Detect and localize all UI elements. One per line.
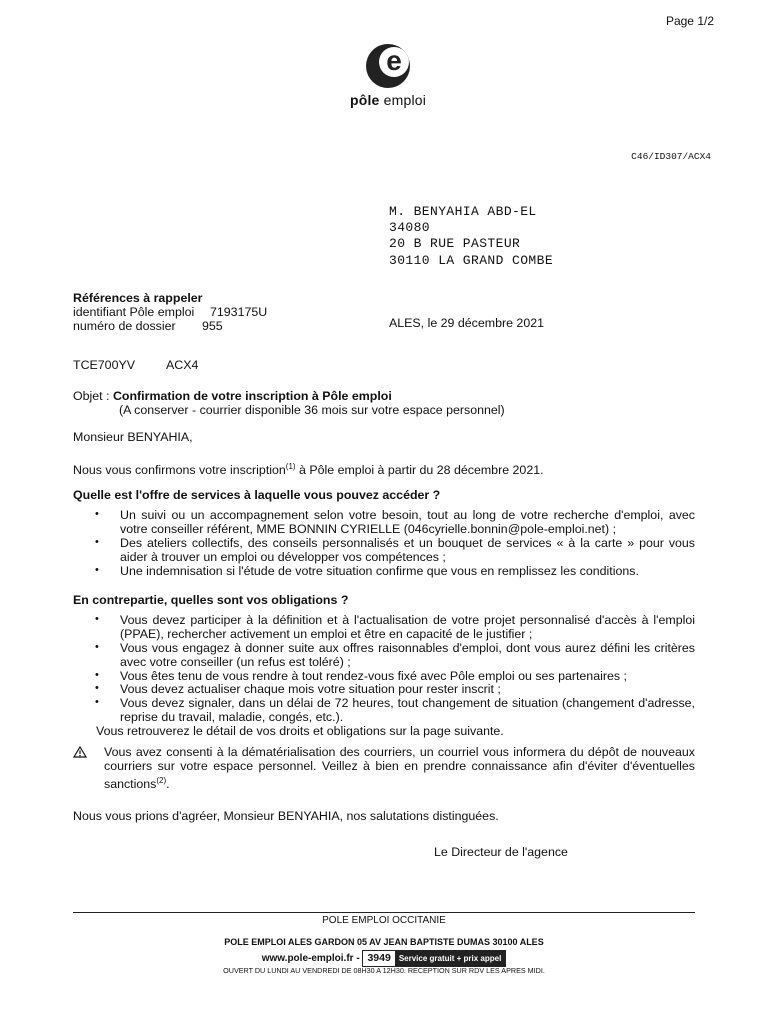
closing-line: Nous vous prions d'agréer, Monsieur BENYAHIA, nos salutations distinguées. bbox=[73, 809, 499, 823]
list-item: • Une indemnisation si l'étude de votre situation confirme que vous en remplissez les conditions. bbox=[73, 565, 695, 579]
phone-number: 3949 bbox=[367, 952, 391, 964]
confirmation-line: Nous vous confirmons votre inscription$^{(1)}$ à Pôle emploi à partir du 28 décembre 2021. bbox=[73, 462, 544, 478]
phone-note: Service gratuit + prix appel bbox=[395, 951, 505, 966]
website-link[interactable]: www.pole-emploi.fr - bbox=[261, 953, 360, 965]
obligations-section bbox=[73, 594, 695, 739]
footer-contact bbox=[73, 950, 695, 967]
obligations-heading: En contrepartie, quelles sont vos obligations ? bbox=[73, 593, 349, 607]
reference-code: C46/ID307/ACX4 bbox=[631, 151, 711, 162]
subject-subtitle: (A conserver - courrier disponible 36 mois sur votre espace personnel) bbox=[119, 403, 505, 417]
address-line: 30110 LA GRAND COMBE bbox=[389, 252, 554, 268]
footer-divider bbox=[73, 912, 695, 913]
salutation: Monsieur BENYAHIA, bbox=[73, 430, 193, 444]
list-item: • Vous vous engagez à donner suite aux offres raisonnables d'emploi, dont vous aurez défini les critères avec votre conseiller (un refus est toléré) ; bbox=[73, 642, 695, 670]
address-line: M. BENYAHIA ABD-EL bbox=[389, 204, 537, 219]
services-heading: Quelle est l'offre de services à laquelle vous pouvez accéder ? bbox=[73, 488, 441, 502]
services-section bbox=[73, 489, 695, 578]
list-item: • Vous devez participer à la définition et à l'actualisation de votre projet personnalisé d'accès à l'emploi (PPAE), rechercher activement un emploi et être en capacité de le justifier ; bbox=[73, 614, 695, 642]
phone-badge bbox=[362, 950, 506, 967]
dossier-value: 955 bbox=[202, 319, 223, 334]
obligations-list bbox=[73, 614, 695, 725]
references-title: Références à rappeler bbox=[73, 291, 203, 305]
subject-block bbox=[73, 389, 505, 417]
pole-emploi-logo bbox=[344, 44, 432, 108]
id-label: identifiant Pôle emploi bbox=[73, 305, 195, 320]
subject-title: Confirmation de votre inscription à Pôle emploi bbox=[112, 389, 392, 403]
code: ACX4 bbox=[166, 358, 199, 372]
list-item: • Vous devez actualiser chaque mois votre situation pour rester inscrit ; bbox=[73, 683, 695, 697]
logo-text: pôle emploi bbox=[349, 92, 427, 108]
logo-e-icon: e bbox=[366, 44, 410, 88]
list-item: • Un suivi ou un accompagnement selon votre besoin, tout au long de votre recherche d'emploi, avec votre conseiller référent, MME BONNIN CYRIELLE (046cyrielle.bonnin@pole-emploi.net) ; bbox=[73, 509, 695, 537]
footer-region: POLE EMPLOI OCCITANIE bbox=[322, 915, 446, 926]
dematerialisation-notice bbox=[73, 746, 695, 792]
id-value: 7193175U bbox=[210, 305, 268, 320]
address-line: 20 B RUE PASTEUR bbox=[389, 236, 521, 252]
page-number: Page 1/2 bbox=[665, 14, 714, 28]
date-line: ALES, le 29 décembre 2021 bbox=[389, 316, 544, 330]
dossier-label: numéro de dossier bbox=[73, 319, 176, 334]
warning-icon bbox=[73, 746, 87, 758]
services-list bbox=[73, 509, 695, 579]
warning-text: Vous avez consenti à la dématérialisation des courriers, un courriel vous informera du dépôt de nouveaux courriers sur votre espace personnel. Veillez à bien en prendre connaissance afin d'éviter d'éventuelles sanctions$^{(2)}$. bbox=[104, 745, 695, 791]
internal-codes bbox=[73, 358, 198, 372]
subject-label: Objet : bbox=[73, 389, 110, 403]
recipient-address bbox=[389, 204, 553, 269]
list-item: • Vous devez signaler, dans un délai de 72 heures, tout changement de situation (changement d'adresse, reprise du travail, maladie, congés, etc.). bbox=[73, 697, 695, 725]
footer-agency: POLE EMPLOI ALES GARDON 05 AV JEAN BAPTISTE DUMAS 30100 ALES bbox=[224, 937, 544, 947]
list-item: • Des ateliers collectifs, des conseils personnalisés et un bouquet de services « à la carte » pour vous aider à trouver un emploi ou développer vos compétences ; bbox=[73, 537, 695, 565]
address-line: 34080 bbox=[389, 220, 431, 236]
code: TCE700YV bbox=[73, 358, 135, 372]
signature: Le Directeur de l'agence bbox=[434, 845, 568, 859]
references-block bbox=[73, 291, 267, 334]
list-item: • Vous êtes tenu de vous rendre à tout rendez-vous fixé avec Pôle emploi ou ses partenaires ; bbox=[73, 670, 695, 684]
obligations-note: Vous retrouverez le détail de vos droits et obligations sur la page suivante. bbox=[96, 724, 504, 739]
footer-hours: OUVERT DU LUNDI AU VENDREDI DE 08H30 A 12H30. RECEPTION SUR RDV LES APRES MIDI. bbox=[223, 966, 545, 975]
